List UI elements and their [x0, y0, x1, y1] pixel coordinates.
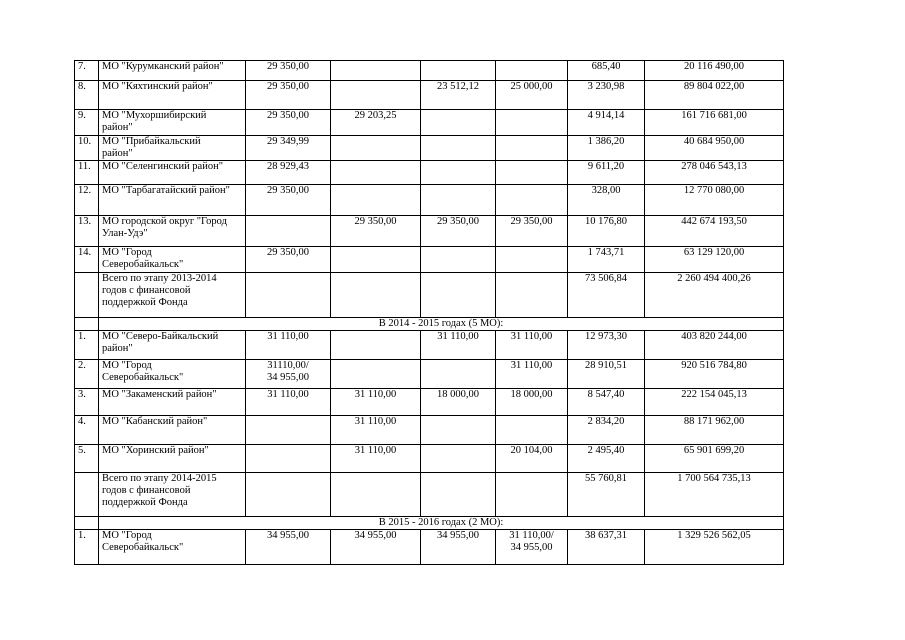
value-cell-c4	[496, 247, 568, 273]
value-cell-c2	[331, 331, 421, 360]
cell-value: 12 973,30	[585, 331, 627, 342]
cell-value: 8 547,40	[587, 389, 625, 400]
value-cell-c6	[645, 247, 784, 273]
value-cell-c1	[246, 445, 331, 473]
cell-value: 685,40	[591, 61, 621, 72]
cell-value: 29 350,00	[267, 247, 309, 258]
row-number: 12.	[75, 185, 99, 216]
table-row	[75, 216, 784, 247]
section-title: В 2015 - 2016 годах (2 МО):	[99, 517, 784, 530]
municipality-name: МО "Прибайкальский район"	[99, 136, 246, 161]
value-cell-c5	[568, 136, 645, 161]
municipality-name: МО "Хоринский район"	[99, 445, 246, 473]
municipality-name: МО "Закаменский район"	[99, 389, 246, 416]
section-header-spacer	[75, 318, 99, 331]
row-number: 7.	[75, 61, 99, 81]
cell-value: 31110,00/ 34 955,00	[267, 360, 309, 383]
table-row	[75, 61, 784, 81]
cell-value: 29 350,00	[437, 216, 479, 227]
value-cell-c4	[496, 445, 568, 473]
value-cell-c5	[568, 389, 645, 416]
municipality-name: МО "Город Северобайкальск"	[99, 360, 246, 389]
value-cell-c6	[645, 273, 784, 318]
value-cell-c2	[331, 110, 421, 136]
cell-value: 29 350,00	[267, 110, 309, 121]
section-header-spacer	[75, 517, 99, 530]
row-number: 8.	[75, 81, 99, 110]
value-cell-c4	[496, 185, 568, 216]
cell-value: 2 834,20	[587, 416, 625, 427]
row-number: 13.	[75, 216, 99, 247]
municipality-name: МО "Мухоршибирский район"	[99, 110, 246, 136]
value-cell-c2	[331, 360, 421, 389]
cell-value: 29 350,00	[267, 81, 309, 92]
cell-value: 29 349,99	[267, 136, 309, 147]
cell-value: 442 674 193,50	[681, 216, 747, 227]
value-cell-c5	[568, 61, 645, 81]
municipality-name: Всего по этапу 2013-2014 годов с финансовой поддержкой Фонда	[99, 273, 246, 318]
cell-value: 28 910,51	[585, 360, 627, 371]
cell-value: 29 350,00	[267, 185, 309, 196]
value-cell-c5	[568, 445, 645, 473]
table-row	[75, 273, 784, 318]
cell-value: 29 350,00	[510, 216, 553, 227]
table-row	[75, 530, 784, 565]
cell-value: 40 684 950,00	[683, 136, 745, 147]
program-table	[74, 60, 784, 565]
cell-value: 31 110,00	[354, 445, 397, 456]
value-cell-c6	[645, 445, 784, 473]
municipality-name: МО городской округ "Город Улан-Удэ"	[99, 216, 246, 247]
cell-value: 3 230,98	[587, 81, 625, 92]
municipality-name: МО "Кяхтинский район"	[99, 81, 246, 110]
value-cell-c4	[496, 360, 568, 389]
section-header-row	[75, 517, 784, 530]
row-number: 4.	[75, 416, 99, 445]
cell-value: 9 611,20	[587, 161, 625, 172]
cell-value: 920 516 784,80	[681, 360, 747, 371]
value-cell-c3	[421, 530, 496, 565]
value-cell-c2	[331, 61, 421, 81]
cell-value: 328,00	[591, 185, 621, 196]
value-cell-c6	[645, 216, 784, 247]
value-cell-c4	[496, 81, 568, 110]
row-number: 1.	[75, 530, 99, 565]
cell-value: 20 104,00	[510, 445, 553, 456]
cell-value: 31 110,00	[354, 416, 397, 427]
value-cell-c3	[421, 331, 496, 360]
cell-value: 73 506,84	[585, 273, 627, 284]
cell-value: 29 350,00	[267, 61, 309, 72]
value-cell-c1	[246, 161, 331, 185]
value-cell-c2	[331, 81, 421, 110]
cell-value: 55 760,81	[585, 473, 627, 484]
municipality-name: МО "Город Северобайкальск"	[99, 530, 246, 565]
cell-value: 4 914,14	[587, 110, 625, 121]
value-cell-c1	[246, 530, 331, 565]
municipality-name: МО "Тарбагатайский район"	[99, 185, 246, 216]
value-cell-c3	[421, 247, 496, 273]
value-cell-c6	[645, 110, 784, 136]
table-row	[75, 360, 784, 389]
value-cell-c3	[421, 216, 496, 247]
cell-value: 161 716 681,00	[681, 110, 747, 121]
cell-value: 10 176,80	[585, 216, 627, 227]
row-number	[75, 273, 99, 318]
value-cell-c4	[496, 473, 568, 517]
table-row	[75, 136, 784, 161]
row-number: 10.	[75, 136, 99, 161]
value-cell-c1	[246, 216, 331, 247]
value-cell-c3	[421, 185, 496, 216]
value-cell-c5	[568, 360, 645, 389]
value-cell-c3	[421, 473, 496, 517]
cell-value: 38 637,31	[585, 530, 627, 541]
municipality-name: МО "Кабанский район"	[99, 416, 246, 445]
value-cell-c1	[246, 389, 331, 416]
cell-value: 29 203,25	[354, 110, 397, 121]
row-number: 1.	[75, 331, 99, 360]
value-cell-c1	[246, 360, 331, 389]
value-cell-c4	[496, 61, 568, 81]
cell-value: 18 000,00	[437, 389, 479, 400]
cell-value: 1 386,20	[587, 136, 625, 147]
section-header-row	[75, 318, 784, 331]
table-row	[75, 389, 784, 416]
value-cell-c5	[568, 247, 645, 273]
cell-value: 1 329 526 562,05	[677, 530, 751, 541]
cell-value: 34 955,00	[354, 530, 397, 541]
value-cell-c1	[246, 473, 331, 517]
cell-value: 34 955,00	[437, 530, 479, 541]
value-cell-c4	[496, 216, 568, 247]
value-cell-c5	[568, 110, 645, 136]
value-cell-c4	[496, 416, 568, 445]
value-cell-c1	[246, 81, 331, 110]
value-cell-c3	[421, 360, 496, 389]
value-cell-c6	[645, 389, 784, 416]
cell-value: 20 116 490,00	[684, 61, 744, 72]
cell-value: 89 804 022,00	[683, 81, 745, 92]
municipality-name: МО "Селенгинский район"	[99, 161, 246, 185]
value-cell-c3	[421, 273, 496, 318]
value-cell-c5	[568, 331, 645, 360]
value-cell-c2	[331, 136, 421, 161]
value-cell-c5	[568, 473, 645, 517]
value-cell-c6	[645, 360, 784, 389]
value-cell-c6	[645, 473, 784, 517]
cell-value: 2 260 494 400,26	[677, 273, 751, 284]
table-row	[75, 161, 784, 185]
value-cell-c3	[421, 136, 496, 161]
value-cell-c3	[421, 161, 496, 185]
value-cell-c2	[331, 273, 421, 318]
value-cell-c5	[568, 161, 645, 185]
cell-value: 63 129 120,00	[683, 247, 745, 258]
cell-value: 1 743,71	[587, 247, 625, 258]
cell-value: 31 110,00	[267, 331, 309, 342]
table-row	[75, 247, 784, 273]
table-row	[75, 110, 784, 136]
value-cell-c2	[331, 216, 421, 247]
cell-value: 34 955,00	[267, 530, 309, 541]
cell-value: 12 770 080,00	[683, 185, 745, 196]
table-row	[75, 416, 784, 445]
cell-value: 31 110,00	[437, 331, 479, 342]
cell-value: 29 350,00	[354, 216, 397, 227]
value-cell-c1	[246, 247, 331, 273]
value-cell-c5	[568, 530, 645, 565]
row-number: 3.	[75, 389, 99, 416]
municipality-name: МО "Город Северобайкальск"	[99, 247, 246, 273]
cell-value: 278 046 543,13	[681, 161, 747, 172]
cell-value: 2 495,40	[587, 445, 625, 456]
value-cell-c2	[331, 530, 421, 565]
value-cell-c5	[568, 81, 645, 110]
row-number: 5.	[75, 445, 99, 473]
table-row	[75, 473, 784, 517]
value-cell-c1	[246, 273, 331, 318]
value-cell-c3	[421, 81, 496, 110]
value-cell-c1	[246, 110, 331, 136]
value-cell-c6	[645, 136, 784, 161]
value-cell-c4	[496, 273, 568, 318]
value-cell-c1	[246, 61, 331, 81]
cell-value: 31 110,00	[510, 360, 553, 371]
row-number: 11.	[75, 161, 99, 185]
municipality-name: МО "Северо-Байкальский район"	[99, 331, 246, 360]
value-cell-c1	[246, 331, 331, 360]
cell-value: 25 000,00	[510, 81, 553, 92]
table-row	[75, 185, 784, 216]
cell-value: 23 512,12	[437, 81, 479, 92]
row-number: 2.	[75, 360, 99, 389]
cell-value: 222 154 045,13	[681, 389, 747, 400]
value-cell-c4	[496, 389, 568, 416]
value-cell-c6	[645, 530, 784, 565]
value-cell-c1	[246, 185, 331, 216]
section-title: В 2014 - 2015 годах (5 МО):	[99, 318, 784, 331]
value-cell-c3	[421, 416, 496, 445]
value-cell-c1	[246, 136, 331, 161]
cell-value: 31 110,00	[510, 331, 553, 342]
value-cell-c3	[421, 445, 496, 473]
table-row	[75, 331, 784, 360]
value-cell-c5	[568, 273, 645, 318]
row-number: 14.	[75, 247, 99, 273]
value-cell-c6	[645, 416, 784, 445]
value-cell-c5	[568, 216, 645, 247]
value-cell-c4	[496, 110, 568, 136]
value-cell-c1	[246, 416, 331, 445]
cell-value: 65 901 699,20	[683, 445, 745, 456]
cell-value: 31 110,00	[354, 389, 397, 400]
cell-value: 1 700 564 735,13	[677, 473, 751, 484]
value-cell-c2	[331, 473, 421, 517]
cell-value: 31 110,00/ 34 955,00	[509, 530, 554, 553]
value-cell-c4	[496, 161, 568, 185]
value-cell-c2	[331, 389, 421, 416]
value-cell-c2	[331, 247, 421, 273]
value-cell-c6	[645, 161, 784, 185]
value-cell-c3	[421, 389, 496, 416]
cell-value: 31 110,00	[267, 389, 309, 400]
value-cell-c6	[645, 81, 784, 110]
row-number	[75, 473, 99, 517]
cell-value: 28 929,43	[267, 161, 309, 172]
value-cell-c6	[645, 331, 784, 360]
row-number: 9.	[75, 110, 99, 136]
value-cell-c3	[421, 110, 496, 136]
value-cell-c2	[331, 185, 421, 216]
value-cell-c2	[331, 445, 421, 473]
cell-value: 88 171 962,00	[683, 416, 745, 427]
value-cell-c5	[568, 416, 645, 445]
value-cell-c4	[496, 530, 568, 565]
municipality-name: Всего по этапу 2014-2015 годов с финансовой поддержкой Фонда	[99, 473, 246, 517]
table-row	[75, 81, 784, 110]
value-cell-c2	[331, 416, 421, 445]
value-cell-c6	[645, 185, 784, 216]
value-cell-c6	[645, 61, 784, 81]
table-row	[75, 445, 784, 473]
cell-value: 403 820 244,00	[681, 331, 747, 342]
municipality-name: МО "Курумканский район"	[99, 61, 246, 81]
value-cell-c5	[568, 185, 645, 216]
value-cell-c4	[496, 331, 568, 360]
cell-value: 18 000,00	[510, 389, 553, 400]
value-cell-c4	[496, 136, 568, 161]
value-cell-c3	[421, 61, 496, 81]
value-cell-c2	[331, 161, 421, 185]
